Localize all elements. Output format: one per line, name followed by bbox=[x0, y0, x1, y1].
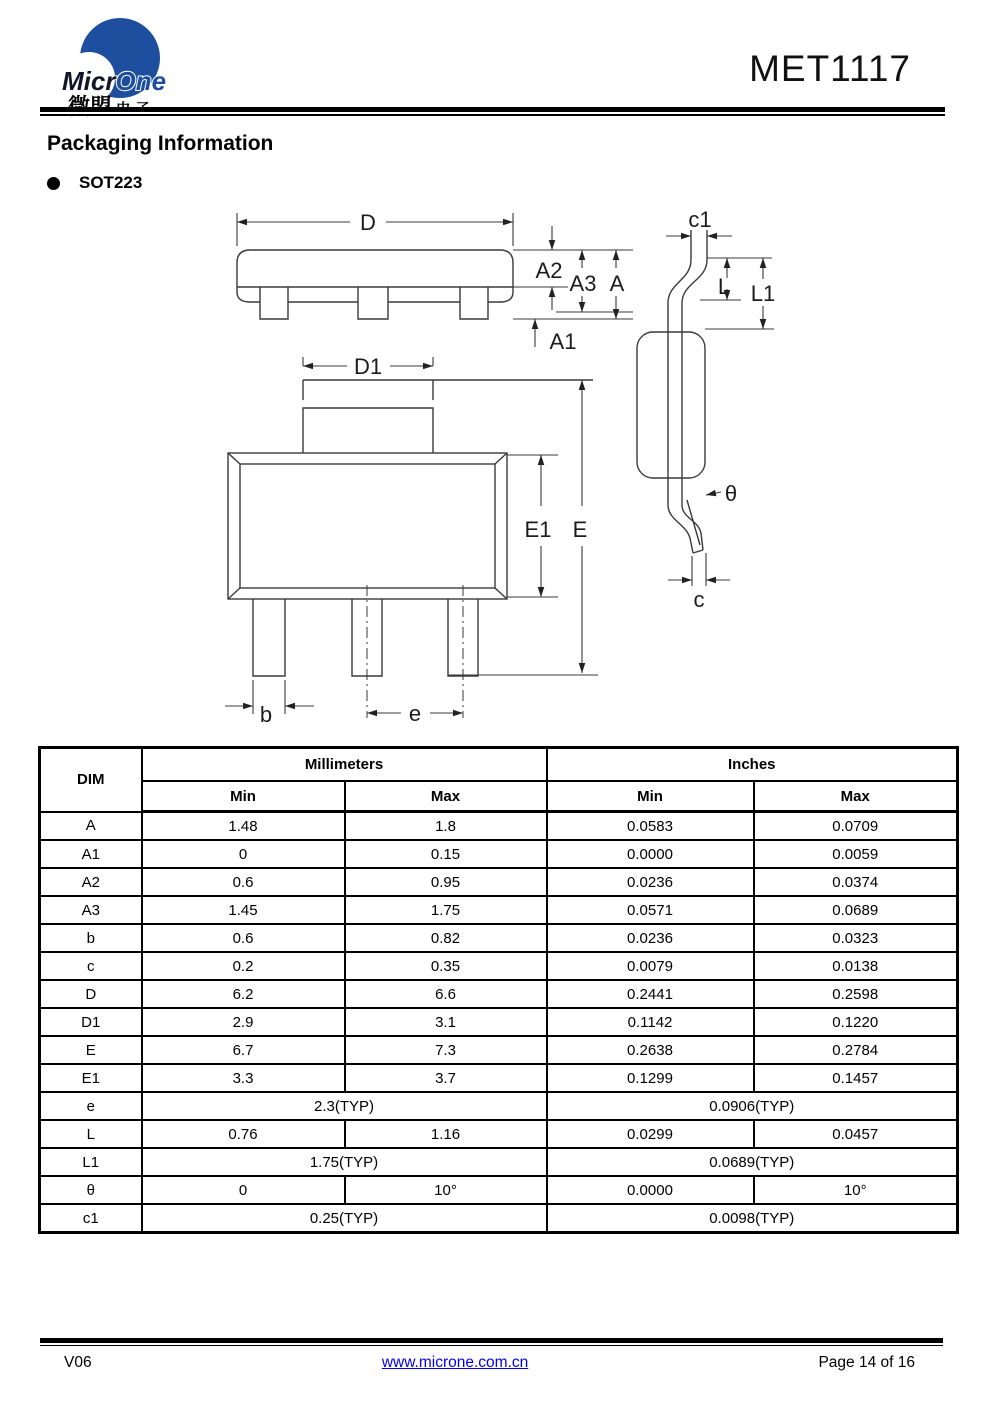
dim-label-E1: E1 bbox=[524, 517, 552, 542]
package-bullet-item bbox=[47, 173, 142, 193]
cell-in-min: 0.0571 bbox=[547, 896, 754, 924]
cell-dim: L1 bbox=[40, 1148, 142, 1176]
cell-mm-min: 0.2 bbox=[142, 952, 345, 980]
cell-mm-max: 6.6 bbox=[345, 980, 547, 1008]
cell-mm-max: 0.15 bbox=[345, 840, 547, 868]
footer-version: V06 bbox=[64, 1354, 92, 1371]
cell-dim: D bbox=[40, 980, 142, 1008]
col-header-in-max: Max bbox=[754, 781, 958, 812]
cell-in-min: 0.0079 bbox=[547, 952, 754, 980]
package-drawing bbox=[0, 205, 991, 740]
company-logo bbox=[58, 16, 178, 120]
cell-in-max: 0.2784 bbox=[754, 1036, 958, 1064]
footer-website-link[interactable]: www.microne.com.cn bbox=[381, 1354, 529, 1371]
table-row-L bbox=[40, 1120, 958, 1148]
table-row-c1 bbox=[40, 1204, 958, 1233]
dim-label-e: e bbox=[408, 701, 422, 726]
cell-mm-min: 0.6 bbox=[142, 868, 345, 896]
dim-label-theta: θ bbox=[724, 481, 738, 506]
table-row-A1 bbox=[40, 840, 958, 868]
cell-mm-max: 10° bbox=[345, 1176, 547, 1204]
cell-mm-typ: 1.75(TYP) bbox=[142, 1148, 547, 1176]
col-header-millimeters: Millimeters bbox=[142, 748, 547, 782]
header-divider bbox=[40, 107, 945, 116]
table-row-theta bbox=[40, 1176, 958, 1204]
col-header-dim: DIM bbox=[40, 748, 142, 812]
cell-dim: b bbox=[40, 924, 142, 952]
dim-label-L: L bbox=[717, 274, 731, 299]
dim-label-c1: c1 bbox=[688, 207, 712, 232]
cell-mm-min: 0 bbox=[142, 840, 345, 868]
cell-in-max: 0.0374 bbox=[754, 868, 958, 896]
cell-dim: A3 bbox=[40, 896, 142, 924]
cell-mm-min: 2.9 bbox=[142, 1008, 345, 1036]
cell-dim: A2 bbox=[40, 868, 142, 896]
cell-mm-max: 1.8 bbox=[345, 812, 547, 841]
cell-in-min: 0.0236 bbox=[547, 868, 754, 896]
cell-in-min: 0.0583 bbox=[547, 812, 754, 841]
table-row-D bbox=[40, 980, 958, 1008]
cell-mm-max: 3.7 bbox=[345, 1064, 547, 1092]
cell-mm-max: 0.82 bbox=[345, 924, 547, 952]
cell-in-max: 0.0689 bbox=[754, 896, 958, 924]
lead-profile-view bbox=[637, 207, 775, 612]
cell-in-min: 0.0000 bbox=[547, 840, 754, 868]
footer-divider bbox=[40, 1338, 943, 1346]
dim-label-c: c bbox=[693, 587, 705, 612]
front-view bbox=[225, 354, 598, 727]
cell-dim: e bbox=[40, 1092, 142, 1120]
cell-in-max: 0.0709 bbox=[754, 812, 958, 841]
dim-label-D1: D1 bbox=[353, 354, 383, 379]
cell-mm-min: 0 bbox=[142, 1176, 345, 1204]
cell-in-min: 0.2638 bbox=[547, 1036, 754, 1064]
dim-label-b: b bbox=[259, 702, 273, 727]
cell-mm-max: 0.95 bbox=[345, 868, 547, 896]
col-header-in-min: Min bbox=[547, 781, 754, 812]
dim-label-A2: A2 bbox=[535, 258, 563, 283]
logo-wordmark: MicrOne bbox=[62, 66, 167, 96]
cell-mm-typ: 0.25(TYP) bbox=[142, 1204, 547, 1233]
cell-mm-max: 1.75 bbox=[345, 896, 547, 924]
cell-in-typ: 0.0098(TYP) bbox=[547, 1204, 958, 1233]
cell-dim: L bbox=[40, 1120, 142, 1148]
cell-dim: E1 bbox=[40, 1064, 142, 1092]
table-row-b bbox=[40, 924, 958, 952]
dimension-table bbox=[38, 746, 959, 1234]
col-header-mm-max: Max bbox=[345, 781, 547, 812]
page-footer bbox=[40, 1338, 943, 1372]
cell-dim: c bbox=[40, 952, 142, 980]
cell-mm-min: 1.45 bbox=[142, 896, 345, 924]
cell-mm-max: 1.16 bbox=[345, 1120, 547, 1148]
cell-mm-min: 0.76 bbox=[142, 1120, 345, 1148]
part-number-title: MET1117 bbox=[749, 48, 911, 89]
cell-in-min: 0.2441 bbox=[547, 980, 754, 1008]
cell-in-max: 0.1457 bbox=[754, 1064, 958, 1092]
dim-label-A1: A1 bbox=[549, 329, 577, 354]
cell-in-typ: 0.0906(TYP) bbox=[547, 1092, 958, 1120]
cell-in-max: 0.0323 bbox=[754, 924, 958, 952]
col-header-inches: Inches bbox=[547, 748, 958, 782]
cell-in-min: 0.0236 bbox=[547, 924, 754, 952]
table-row-D1 bbox=[40, 1008, 958, 1036]
dim-label-D: D bbox=[360, 210, 376, 235]
cell-in-min: 0.1299 bbox=[547, 1064, 754, 1092]
cell-in-max: 0.0457 bbox=[754, 1120, 958, 1148]
cell-mm-min: 3.3 bbox=[142, 1064, 345, 1092]
cell-dim: A1 bbox=[40, 840, 142, 868]
bullet-icon bbox=[47, 177, 60, 190]
dim-label-E: E bbox=[572, 517, 588, 542]
cell-mm-min: 0.6 bbox=[142, 924, 345, 952]
dim-label-L1: L1 bbox=[750, 281, 776, 306]
cell-mm-min: 6.7 bbox=[142, 1036, 345, 1064]
footer-page-number: Page 14 of 16 bbox=[818, 1354, 915, 1371]
table-row-A bbox=[40, 812, 958, 841]
table-row-L1 bbox=[40, 1148, 958, 1176]
side-view bbox=[237, 210, 633, 354]
cell-mm-typ: 2.3(TYP) bbox=[142, 1092, 547, 1120]
cell-dim: E bbox=[40, 1036, 142, 1064]
table-row-c bbox=[40, 952, 958, 980]
dim-label-A3: A3 bbox=[569, 271, 597, 296]
cell-mm-max: 7.3 bbox=[345, 1036, 547, 1064]
cell-mm-max: 0.35 bbox=[345, 952, 547, 980]
table-row-E1 bbox=[40, 1064, 958, 1092]
cell-dim: c1 bbox=[40, 1204, 142, 1233]
cell-in-max: 0.0059 bbox=[754, 840, 958, 868]
cell-mm-min: 1.48 bbox=[142, 812, 345, 841]
cell-in-min: 0.1142 bbox=[547, 1008, 754, 1036]
cell-in-max: 0.2598 bbox=[754, 980, 958, 1008]
table-row-A2 bbox=[40, 868, 958, 896]
page-title: Packaging Information bbox=[47, 132, 274, 155]
package-name: SOT223 bbox=[79, 173, 143, 192]
cell-mm-min: 6.2 bbox=[142, 980, 345, 1008]
table-row-e bbox=[40, 1092, 958, 1120]
cell-in-min: 0.0299 bbox=[547, 1120, 754, 1148]
cell-in-max: 0.1220 bbox=[754, 1008, 958, 1036]
cell-in-max: 10° bbox=[754, 1176, 958, 1204]
cell-mm-max: 3.1 bbox=[345, 1008, 547, 1036]
cell-in-max: 0.0138 bbox=[754, 952, 958, 980]
cell-in-typ: 0.0689(TYP) bbox=[547, 1148, 958, 1176]
cell-dim: θ bbox=[40, 1176, 142, 1204]
cell-in-min: 0.0000 bbox=[547, 1176, 754, 1204]
table-row-E bbox=[40, 1036, 958, 1064]
table-row-A3 bbox=[40, 896, 958, 924]
col-header-mm-min: Min bbox=[142, 781, 345, 812]
cell-dim: D1 bbox=[40, 1008, 142, 1036]
dim-label-A: A bbox=[609, 271, 625, 296]
cell-dim: A bbox=[40, 812, 142, 841]
